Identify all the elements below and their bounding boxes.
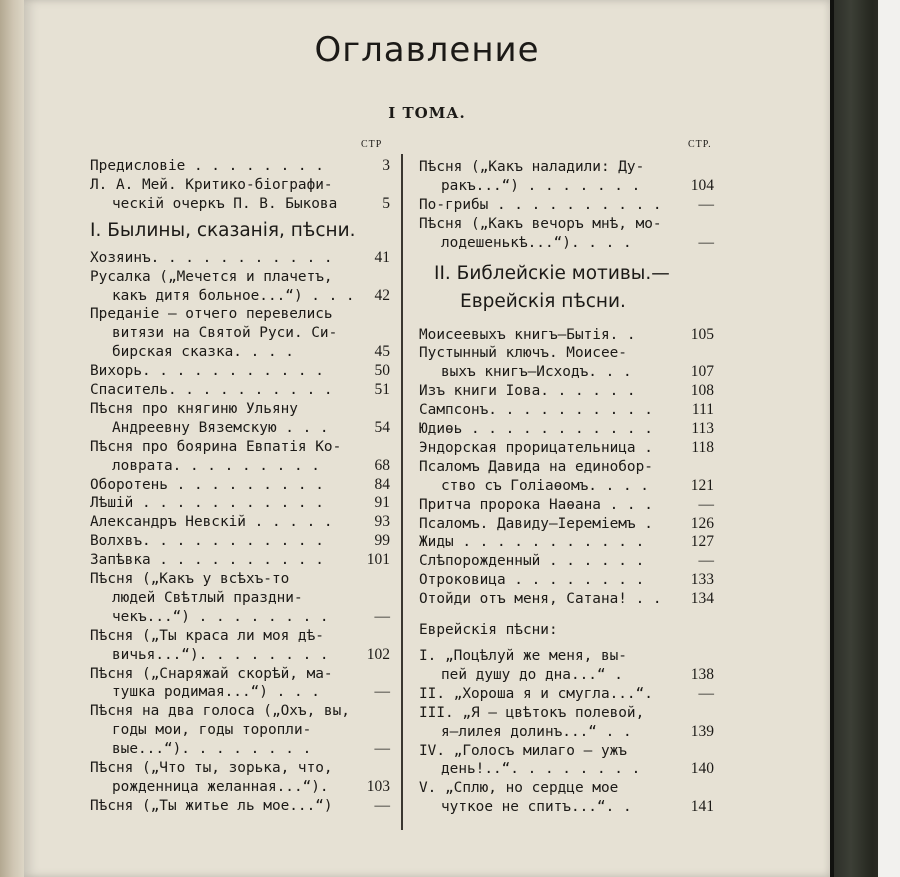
toc-entry-line: Притча пророка Наѳана . . . bbox=[419, 496, 653, 513]
toc-page-number: 111 bbox=[691, 401, 714, 419]
toc-page-number: 3 bbox=[382, 157, 390, 174]
toc-entry-line: Спаситель. . . . . . . . . . bbox=[90, 382, 333, 398]
toc-entry-line: Андреевну Вяземскую . . . bbox=[112, 419, 329, 436]
toc-entry-line: Лѣшiй . . . . . . . . . . . bbox=[90, 495, 324, 512]
toc-entry-line: Пѣсня („Какъ у всѣхъ-то bbox=[90, 571, 290, 587]
toc-entry-line: день!..“. . . . . . . . bbox=[441, 761, 641, 778]
volume-subtitle: I ТОМА. bbox=[388, 104, 466, 122]
toc-entry-line: Эндорская прорицательница . bbox=[419, 439, 653, 456]
toc-entry-line: Жиды . . . . . . . . . . . bbox=[419, 534, 645, 551]
toc-entry-line: Моисеевыхъ книгъ—Бытiя. . bbox=[419, 326, 636, 343]
toc-entry-line: чекъ...“) . . . . . . . . bbox=[112, 608, 329, 625]
toc-entry-line: II. „Хороша я и смугла...“. bbox=[419, 685, 653, 702]
toc-page-number: 42 bbox=[374, 286, 390, 304]
toc-page-number: — bbox=[374, 683, 390, 701]
book-gutter bbox=[0, 0, 24, 877]
toc-page-number: 84 bbox=[374, 475, 390, 493]
toc-entry-line: ческiй очеркъ П. В. Быкова bbox=[112, 195, 338, 212]
toc-entry-line: Пѣсня про боярина Евпатiя Ко- bbox=[90, 438, 342, 455]
toc-page-number: — bbox=[698, 233, 714, 251]
column-divider bbox=[401, 154, 403, 830]
toc-page-number: 5 bbox=[382, 194, 390, 212]
toc-entry-line: Отроковица . . . . . . . . bbox=[419, 572, 645, 589]
toc-entry-line: Пустынный ключъ. Моисее- bbox=[419, 345, 627, 362]
toc-page-number: 93 bbox=[374, 513, 390, 531]
toc-page-number: 45 bbox=[374, 343, 390, 361]
toc-entry-line: Отойди отъ меня, Сатана! . . bbox=[419, 591, 662, 608]
toc-entry-line: Псаломъ Давида на единобор- bbox=[419, 458, 653, 475]
toc-page-number: 68 bbox=[374, 456, 390, 474]
page-title: Оглавление bbox=[314, 30, 540, 70]
toc-entry-line: Псаломъ. Давиду—Iеремiемъ . bbox=[419, 515, 653, 532]
toc-page-number: 103 bbox=[366, 777, 390, 795]
toc-entry-line: Предисловiе . . . . . . . . bbox=[90, 158, 324, 174]
toc-page-number: 139 bbox=[690, 722, 714, 740]
toc-entry-line: лодешенькѣ...“). . . . bbox=[441, 234, 632, 251]
toc-page-number: 134 bbox=[690, 590, 714, 608]
toc-entry-line: Юдиѳь . . . . . . . . . . . bbox=[419, 421, 653, 437]
toc-page-number: 138 bbox=[690, 665, 714, 683]
section-heading: I. Былины, сказанiя, пѣсни. bbox=[90, 219, 356, 241]
toc-entry-line: V. „Сплю, но сердце мое bbox=[419, 780, 619, 797]
toc-page-number: 41 bbox=[374, 248, 390, 266]
toc-page-number: 104 bbox=[690, 176, 714, 194]
toc-entry-line: бирская сказка. . . . bbox=[112, 344, 294, 361]
toc-entry-line: Пѣсня („Ты житье ль мое...“) bbox=[90, 797, 333, 814]
toc-page-number: 127 bbox=[690, 533, 714, 551]
toc-entry-line: Русалка („Мечется и плачетъ, bbox=[90, 268, 333, 285]
toc-page-number: 113 bbox=[691, 420, 714, 437]
toc-page-number: 102 bbox=[366, 645, 390, 663]
toc-entry-line: Преданiе — отчего перевелись bbox=[90, 306, 333, 323]
toc-page-number: 50 bbox=[374, 362, 390, 380]
toc-entry-line: какъ дитя больное...“) . . . bbox=[112, 287, 355, 304]
toc-entry-line: ловрата. . . . . . . . . bbox=[112, 457, 320, 474]
toc-entry-line: I. „Поцѣлуй же меня, вы- bbox=[419, 648, 627, 664]
toc-entry-line: рожденница желанная...“). bbox=[112, 778, 329, 795]
toc-entry-line: выхъ книгъ—Исходъ. . . bbox=[441, 364, 632, 381]
toc-entry-line: Сампсонъ. . . . . . . . . . bbox=[419, 402, 653, 419]
toc-entry-line: вичья...“). . . . . . . . bbox=[112, 646, 329, 663]
toc-page-number: 54 bbox=[374, 418, 390, 436]
toc-entry-line: Вихорь. . . . . . . . . . . bbox=[90, 363, 324, 380]
toc-entry-line: III. „Я — цвѣтокъ полевой, bbox=[419, 704, 645, 721]
toc-entry-line: я—лилея долинъ...“ . . bbox=[441, 723, 632, 740]
toc-entry-line: Изъ книги Iова. . . . . . bbox=[419, 383, 636, 400]
toc-entry-line: Пѣсня („Что ты, зорька, что, bbox=[90, 760, 333, 776]
toc-entry-line: Слѣпорожденный . . . . . . bbox=[419, 553, 645, 570]
toc-page-number: 140 bbox=[690, 760, 714, 778]
toc-entry-line: ство съ Голiаѳомъ. . . . bbox=[441, 477, 649, 494]
toc-page-number: 141 bbox=[690, 798, 714, 816]
toc-entry-line: Пѣсня („Какъ вечоръ мнѣ, мо- bbox=[419, 215, 662, 232]
toc-page-number: — bbox=[374, 796, 390, 814]
left-page-label: СТР bbox=[361, 139, 383, 150]
toc-entry-line: IV. „Голосъ милаго — ужъ bbox=[419, 742, 627, 759]
toc-entry-line: чуткое не спитъ...“. . bbox=[441, 799, 632, 816]
toc-page-number: 91 bbox=[374, 494, 390, 512]
toc-entry-line: Пѣсня на два голоса („Охъ, вы, bbox=[90, 703, 350, 720]
toc-entry-line: вые...“). . . . . . . . bbox=[112, 741, 312, 758]
toc-entry-line: витязи на Святой Руси. Си- bbox=[112, 325, 338, 342]
toc-page-number: — bbox=[698, 195, 714, 213]
toc-page-number: 99 bbox=[374, 532, 390, 550]
toc-page-number: — bbox=[698, 684, 714, 702]
toc-entry-line: ракъ...“) . . . . . . . bbox=[441, 177, 641, 194]
toc-entry-line: По-грибы . . . . . . . . . . bbox=[419, 196, 662, 213]
toc-entry-line: Л. А. Мей. Критико-бiографи- bbox=[90, 176, 333, 193]
toc-page-number: 126 bbox=[690, 514, 714, 532]
right-page-label: СТР. bbox=[688, 139, 712, 150]
toc-page-number: 51 bbox=[374, 381, 390, 398]
toc-entry-line: людей Свѣтлый праздни- bbox=[112, 589, 303, 606]
background-strip bbox=[878, 0, 900, 877]
toc-page-number: 118 bbox=[691, 438, 714, 456]
toc-entry-line: Пѣсня про княгиню Ульяну bbox=[90, 400, 298, 417]
toc-page-number: — bbox=[698, 552, 714, 570]
toc-page-number: 107 bbox=[690, 363, 714, 381]
section-heading: Еврейскiя пѣсни. bbox=[460, 290, 626, 312]
toc-page-number: 121 bbox=[690, 476, 714, 494]
toc-entry-line: Хозяинъ. . . . . . . . . . . bbox=[90, 249, 333, 266]
toc-page-number: 101 bbox=[366, 551, 390, 569]
toc-entry-line: тушка родимая...“) . . . bbox=[112, 684, 320, 701]
toc-entry-line: Волхвъ. . . . . . . . . . . bbox=[90, 533, 324, 550]
toc-page-number: 105 bbox=[690, 325, 714, 343]
toc-entry-line: годы мои, годы торопли- bbox=[112, 722, 312, 739]
toc-entry-line: Пѣсня („Ты краса ли моя дѣ- bbox=[90, 627, 324, 644]
toc-entry-line: Пѣсня („Какъ наладили: Ду- bbox=[419, 159, 645, 175]
section-heading: II. Библейскiе мотивы.— bbox=[434, 262, 670, 284]
subsection-heading: Еврейскiя пѣсни: bbox=[419, 622, 558, 638]
toc-page-number: 133 bbox=[690, 571, 714, 589]
toc-entry-line: Запѣвка . . . . . . . . . . bbox=[90, 552, 324, 569]
book-page bbox=[24, 0, 830, 877]
toc-entry-line: Пѣсня („Снаряжай скорѣй, ма- bbox=[90, 665, 333, 682]
toc-page-number: — bbox=[374, 607, 390, 625]
toc-page-number: 108 bbox=[690, 382, 714, 400]
toc-entry-line: пей душу до дна...“ . bbox=[441, 666, 623, 683]
toc-page-number: — bbox=[374, 740, 390, 758]
toc-entry-line: Оборотень . . . . . . . . . bbox=[90, 476, 324, 493]
toc-page-number: — bbox=[698, 495, 714, 513]
toc-entry-line: Александръ Невскiй . . . . . bbox=[90, 514, 333, 531]
